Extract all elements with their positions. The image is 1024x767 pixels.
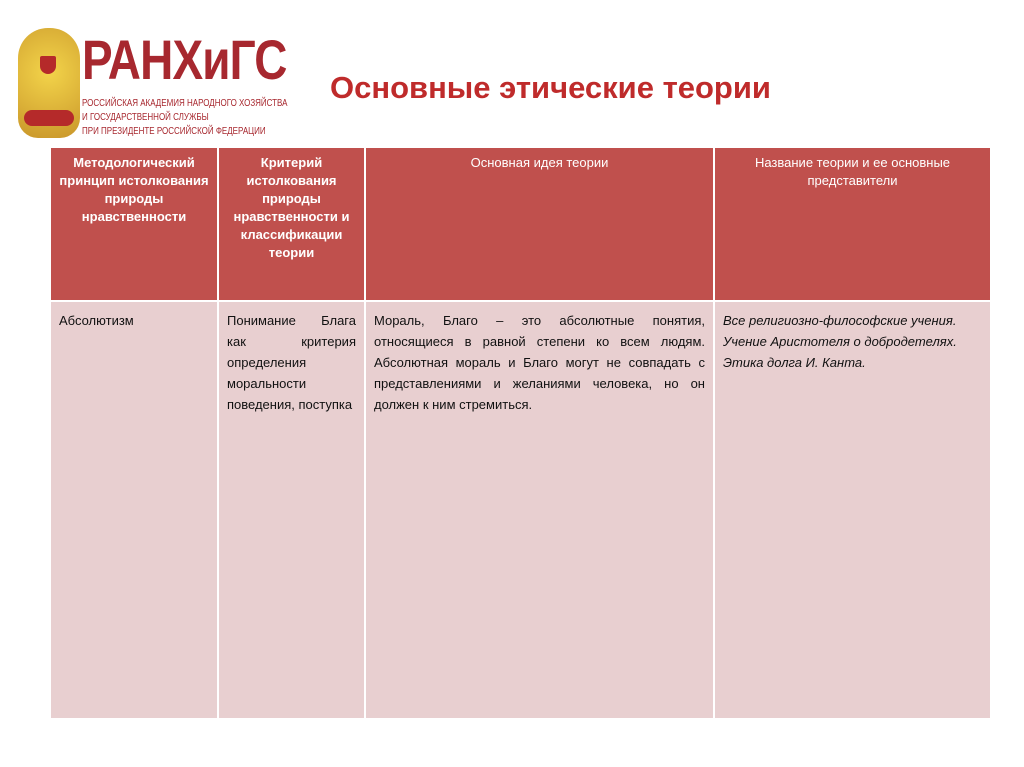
logo-line2: И ГОСУДАРСТВЕННОЙ СЛУЖБЫ <box>82 112 209 123</box>
cell-criterion: Понимание Блага как критерия определения моральности поведения, поступка <box>218 301 365 719</box>
header-criterion: Критерий истолкования природы нравственности и классификации теории <box>218 147 365 301</box>
emblem-icon <box>18 28 80 138</box>
theory-item: Этика долга И. Канта. <box>723 355 866 370</box>
cell-idea: Мораль, Благо – это абсолютные понятия, относящиеся в равной степени ко всем людям. Абсолютная мораль и Благо могут не совпадать с представлениями и желаниями человека, но он должен к ним стремиться. <box>365 301 714 719</box>
theory-item: Все религиозно-философские учения. <box>723 313 957 328</box>
header-theories: Название теории и ее основные представители <box>714 147 991 301</box>
header-idea: Основная идея теории <box>365 147 714 301</box>
logo-line1: РОССИЙСКАЯ АКАДЕМИЯ НАРОДНОГО ХОЗЯЙСТВА <box>82 98 288 109</box>
table-header-row <box>50 147 991 301</box>
theories-table <box>49 146 992 720</box>
page-title: Основные этические теории <box>330 70 771 105</box>
table-row <box>50 301 991 719</box>
cell-principle: Абсолютизм <box>50 301 218 719</box>
header-principle: Методологический принцип истолкования природы нравственности <box>50 147 218 301</box>
logo-line3: ПРИ ПРЕЗИДЕНТЕ РОССИЙСКОЙ ФЕДЕРАЦИИ <box>82 126 266 137</box>
logo-brand: РАНХиГС <box>82 28 287 91</box>
cell-theories <box>714 301 991 719</box>
theory-item: Учение Аристотеля о добродетелях. <box>723 334 957 349</box>
logo <box>18 28 288 143</box>
